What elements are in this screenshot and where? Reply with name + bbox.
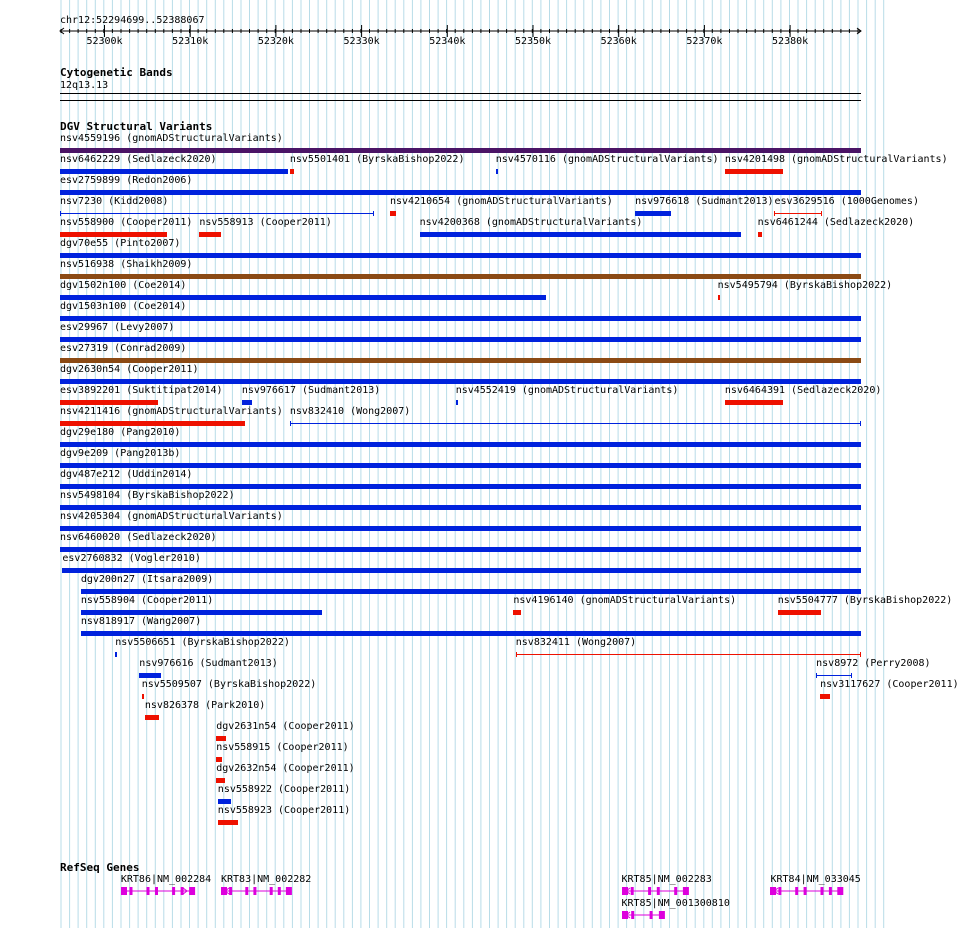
gene-exon xyxy=(189,887,195,895)
structural-variant-feature[interactable] xyxy=(718,295,720,300)
structural-variant-feature[interactable] xyxy=(725,169,783,174)
structural-variant-feature[interactable] xyxy=(81,589,861,594)
variant-endcap xyxy=(516,652,517,657)
variant-label: nsv516938 (Shaikh2009) xyxy=(60,259,193,270)
variant-label: nsv3117627 (Cooper2011) xyxy=(820,679,959,690)
variant-label: nsv6460020 (Sedlazeck2020) xyxy=(60,532,217,543)
ruler-tick-label: 52360k xyxy=(600,36,637,47)
structural-variant-feature[interactable] xyxy=(820,694,830,699)
ruler-tick-label: 52340k xyxy=(429,36,466,47)
variant-label: nsv832411 (Wong2007) xyxy=(515,637,637,648)
structural-variant-feature[interactable] xyxy=(290,423,861,424)
gene-label: KRT85|NM_001300810 xyxy=(621,898,730,909)
ruler-tick-label: 52300k xyxy=(86,36,123,47)
structural-variant-feature[interactable] xyxy=(60,358,861,363)
gene-exon xyxy=(631,911,634,919)
variant-label: nsv4210654 (gnomADStructuralVariants) xyxy=(390,196,613,207)
variant-label: dgv2632n54 (Cooper2011) xyxy=(216,763,355,774)
gene-exon xyxy=(796,887,799,895)
ruler-tick-label: 52380k xyxy=(772,36,809,47)
structural-variant-feature[interactable] xyxy=(496,169,498,174)
structural-variant-feature[interactable] xyxy=(216,736,226,741)
structural-variant-feature[interactable] xyxy=(81,631,861,636)
variant-label: dgv70e55 (Pinto2007) xyxy=(60,238,181,249)
structural-variant-feature[interactable] xyxy=(115,652,117,657)
structural-variant-feature[interactable] xyxy=(60,337,861,342)
track-divider xyxy=(60,100,861,101)
structural-variant-feature[interactable] xyxy=(62,568,861,573)
variant-label: nsv832410 (Wong2007) xyxy=(289,406,411,417)
gene-label: KRT83|NM_002282 xyxy=(221,874,312,885)
gene-exon xyxy=(682,887,688,895)
variant-label: nsv4552419 (gnomADStructuralVariants) xyxy=(455,385,679,396)
gene-exon xyxy=(172,887,175,895)
gene-model[interactable] xyxy=(770,885,843,897)
structural-variant-feature[interactable] xyxy=(145,715,159,720)
structural-variant-feature[interactable] xyxy=(60,232,167,237)
gene-exon xyxy=(674,887,677,895)
gene-exon xyxy=(656,887,659,895)
variant-endcap xyxy=(373,211,374,216)
ruler-tick-label: 52330k xyxy=(343,36,380,47)
structural-variant-feature[interactable] xyxy=(60,379,861,384)
gene-exon xyxy=(630,887,633,895)
structural-variant-feature[interactable] xyxy=(60,274,861,279)
structural-variant-feature[interactable] xyxy=(60,505,861,510)
variant-endcap xyxy=(60,211,61,216)
variant-label: dgv1503n100 (Coe2014) xyxy=(60,301,187,312)
structural-variant-feature[interactable] xyxy=(635,211,671,216)
gene-label: KRT85|NM_002283 xyxy=(621,874,712,885)
structural-variant-feature[interactable] xyxy=(758,232,763,237)
variant-label: nsv558904 (Cooper2011) xyxy=(80,595,214,606)
gene-exon xyxy=(804,887,807,895)
variant-endcap xyxy=(821,211,822,216)
variant-endcap xyxy=(851,673,852,678)
structural-variant-feature[interactable] xyxy=(725,400,783,405)
variant-label: nsv6461244 (Sedlazeck2020) xyxy=(757,217,915,228)
variant-label: esv29967 (Levy2007) xyxy=(60,322,175,333)
variant-label: esv3892201 (Suktitipat2014) xyxy=(60,385,223,396)
structural-variant-feature[interactable] xyxy=(456,400,458,405)
structural-variant-feature[interactable] xyxy=(816,675,852,676)
variant-label: nsv558922 (Cooper2011) xyxy=(217,784,351,795)
gene-exon xyxy=(648,887,651,895)
variant-endcap xyxy=(816,673,817,678)
structural-variant-feature[interactable] xyxy=(513,610,521,615)
gene-exon xyxy=(829,887,832,895)
variant-label: nsv4570116 (gnomADStructuralVariants) xyxy=(495,154,719,165)
variant-label: nsv4559196 (gnomADStructuralVariants) xyxy=(60,133,283,144)
gene-exon xyxy=(649,911,652,919)
variant-label: nsv5501401 (ByrskaBishop2022) xyxy=(289,154,465,165)
gene-model[interactable] xyxy=(121,885,195,897)
gene-exon xyxy=(121,887,127,895)
position-ruler[interactable] xyxy=(0,0,890,50)
variant-label: nsv4211416 (gnomADStructuralVariants) xyxy=(60,406,283,417)
structural-variant-feature[interactable] xyxy=(60,421,245,426)
variant-label: nsv818917 (Wang2007) xyxy=(80,616,202,627)
gene-exon xyxy=(221,887,227,895)
gene-model[interactable] xyxy=(221,885,292,897)
variant-label: nsv4196140 (gnomADStructuralVariants) xyxy=(513,595,737,606)
variant-label: nsv558913 (Cooper2011) xyxy=(199,217,332,228)
variant-label: esv2759899 (Redon2006) xyxy=(60,175,193,186)
variant-label: nsv976617 (Sudmant2013) xyxy=(241,385,381,396)
gene-exon xyxy=(146,887,149,895)
cytoband-track[interactable] xyxy=(60,93,861,94)
variant-label: nsv5498104 (ByrskaBishop2022) xyxy=(60,490,235,501)
variant-label: esv3629516 (1000Genomes) xyxy=(774,196,919,207)
variant-label: nsv558923 (Cooper2011) xyxy=(217,805,351,816)
structural-variant-feature[interactable] xyxy=(60,316,861,321)
gene-exon xyxy=(286,887,292,895)
variant-endcap xyxy=(860,652,861,657)
structural-variant-feature[interactable] xyxy=(60,484,861,489)
variant-label: nsv5495794 (ByrskaBishop2022) xyxy=(717,280,893,291)
gene-exon xyxy=(278,887,281,895)
variant-label: nsv4205304 (gnomADStructuralVariants) xyxy=(60,511,283,522)
structural-variant-feature[interactable] xyxy=(60,463,861,468)
structural-variant-feature[interactable] xyxy=(60,547,861,552)
gene-exon xyxy=(622,887,628,895)
gene-exon xyxy=(821,887,824,895)
variant-label: esv2760832 (Vogler2010) xyxy=(62,553,201,564)
gene-exon xyxy=(270,887,273,895)
gene-exon xyxy=(245,887,248,895)
gene-exon xyxy=(155,887,158,895)
variant-label: dgv2630n54 (Cooper2011) xyxy=(60,364,199,375)
variant-label: nsv976616 (Sudmant2013) xyxy=(139,658,278,669)
variant-endcap xyxy=(860,421,861,426)
gene-exon xyxy=(779,887,782,895)
gene-model[interactable] xyxy=(622,885,689,897)
gene-exon xyxy=(129,887,132,895)
ruler-tick-label: 52320k xyxy=(257,36,294,47)
refseq-track-title: RefSeq Genes xyxy=(60,861,140,874)
variant-label: nsv558915 (Cooper2011) xyxy=(216,742,349,753)
structural-variant-feature[interactable] xyxy=(242,400,252,405)
gene-exon xyxy=(838,887,844,895)
gene-label: KRT86|NM_002284 xyxy=(120,874,212,885)
variant-label: nsv5506651 (ByrskaBishop2022) xyxy=(115,637,290,648)
variant-endcap xyxy=(290,421,291,426)
gene-exon xyxy=(253,887,256,895)
structural-variant-feature[interactable] xyxy=(60,442,861,447)
structural-variant-feature[interactable] xyxy=(139,673,161,678)
gene-label: KRT84|NM_033045 xyxy=(770,874,861,885)
structural-variant-feature[interactable] xyxy=(60,190,861,195)
gene-model[interactable] xyxy=(622,909,665,921)
structural-variant-feature[interactable] xyxy=(199,232,221,237)
variant-label: dgv487e212 (Uddin2014) xyxy=(60,469,193,480)
variant-label: nsv5504777 (ByrskaBishop2022) xyxy=(777,595,953,606)
structural-variant-feature[interactable] xyxy=(60,400,158,405)
structural-variant-feature[interactable] xyxy=(60,213,374,214)
gene-exon xyxy=(770,887,776,895)
ruler-tick-label: 52350k xyxy=(514,36,552,47)
variant-label: nsv826378 (Park2010) xyxy=(144,700,266,711)
variant-label: nsv558900 (Cooper2011) xyxy=(60,217,193,228)
cytoband-label: 12q13.13 xyxy=(60,80,109,91)
gene-exon xyxy=(658,911,664,919)
region-coordinates: chr12:52294699..52388067 xyxy=(60,15,205,26)
cytoband-track-title: Cytogenetic Bands xyxy=(60,66,173,79)
variant-label: nsv5509507 (ByrskaBishop2022) xyxy=(141,679,317,690)
variant-label: dgv1502n100 (Coe2014) xyxy=(60,280,187,291)
structural-variant-feature[interactable] xyxy=(516,654,861,655)
variant-label: nsv6464391 (Sedlazeck2020) xyxy=(724,385,882,396)
variant-label: nsv4200368 (gnomADStructuralVariants) xyxy=(419,217,643,228)
structural-variant-feature[interactable] xyxy=(60,169,288,174)
variant-label: nsv4201498 (gnomADStructuralVariants) xyxy=(724,154,948,165)
variant-label: dgv2631n54 (Cooper2011) xyxy=(216,721,355,732)
variant-label: dgv9e209 (Pang2013b) xyxy=(60,448,181,459)
variant-label: dgv200n27 (Itsara2009) xyxy=(80,574,214,585)
structural-variant-feature[interactable] xyxy=(216,778,225,783)
structural-variant-feature[interactable] xyxy=(60,148,861,153)
gene-exon xyxy=(229,887,232,895)
structural-variant-feature[interactable] xyxy=(60,253,861,258)
structural-variant-feature[interactable] xyxy=(216,757,222,762)
variant-label: esv27319 (Conrad2009) xyxy=(60,343,187,354)
structural-variant-feature[interactable] xyxy=(290,169,294,174)
variant-label: dgv29e180 (Pang2010) xyxy=(60,427,181,438)
variant-label: nsv6462229 (Sedlazeck2020) xyxy=(60,154,217,165)
structural-variant-feature[interactable] xyxy=(218,820,238,825)
structural-variant-feature[interactable] xyxy=(142,694,144,699)
ruler-tick-label: 52310k xyxy=(172,36,209,47)
gene-exon xyxy=(622,911,628,919)
structural-variant-feature[interactable] xyxy=(778,610,821,615)
variant-label: nsv8972 (Perry2008) xyxy=(816,658,931,669)
variant-endcap xyxy=(774,211,775,216)
structural-variant-feature[interactable] xyxy=(218,799,232,804)
structural-variant-feature[interactable] xyxy=(60,295,546,300)
structural-variant-feature[interactable] xyxy=(420,232,741,237)
structural-variant-feature[interactable] xyxy=(390,211,396,216)
dgv-track-title: DGV Structural Variants xyxy=(60,120,213,133)
ruler-tick-label: 52370k xyxy=(686,36,723,47)
structural-variant-feature[interactable] xyxy=(81,610,322,615)
variant-label: nsv976618 (Sudmant2013) xyxy=(635,196,774,207)
structural-variant-feature[interactable] xyxy=(774,213,821,214)
variant-label: nsv7230 (Kidd2008) xyxy=(60,196,169,207)
structural-variant-feature[interactable] xyxy=(60,526,861,531)
